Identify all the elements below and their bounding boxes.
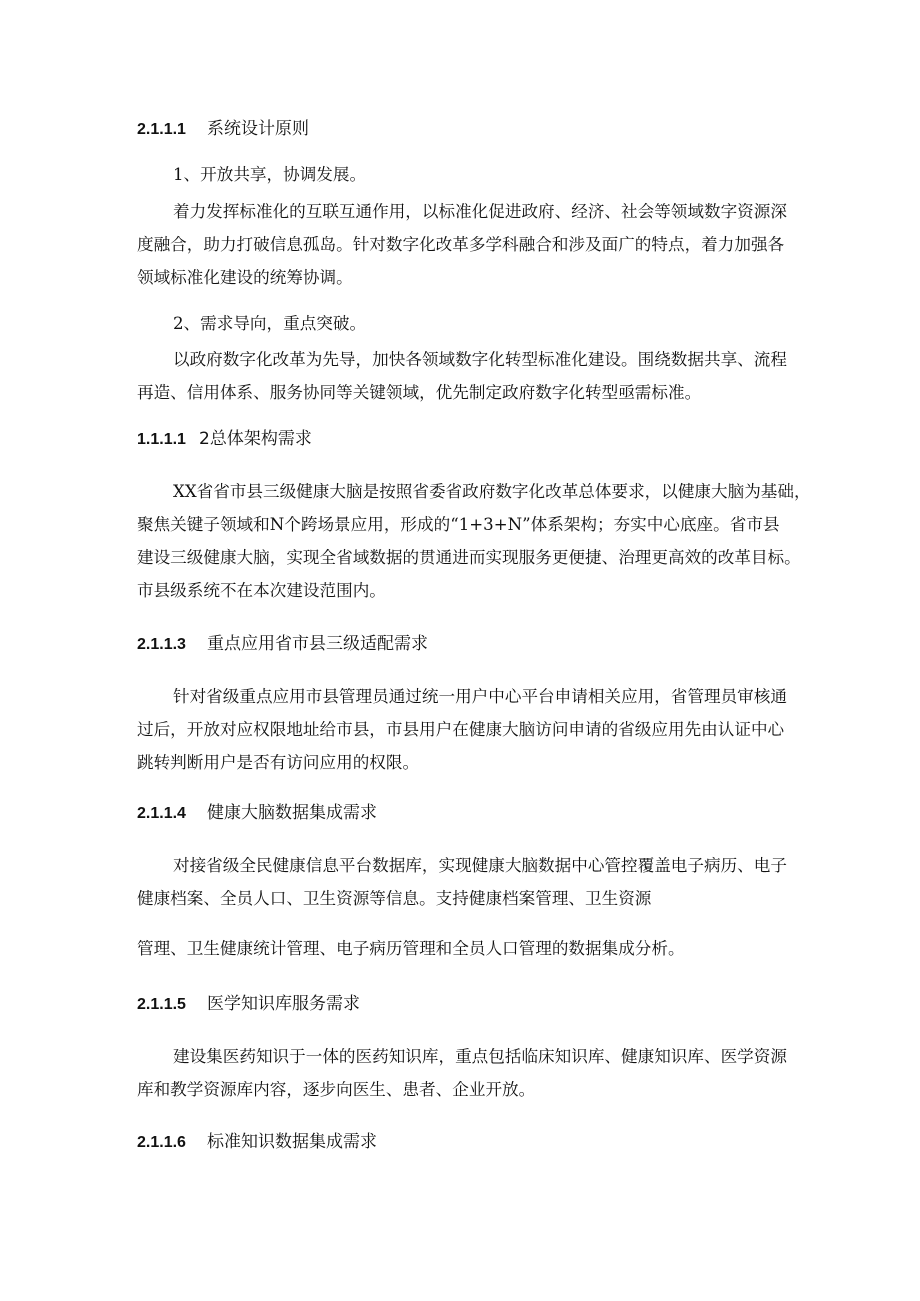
section-heading xyxy=(137,118,309,141)
text-line: 聚焦关键子领域和N个跨场景应用，形成的“1+3+N”体系架构；夯实中心底座。省市县 xyxy=(137,515,780,534)
text-line: 市县级系统不在本次建设范围内。 xyxy=(137,581,386,600)
text-line: XX省省市县三级健康大脑是按照省委省政府数字化改革总体要求，以健康大脑为基础， xyxy=(173,482,811,501)
text-line: 着力发挥标准化的互联互通作用，以标准化促进政府、经济、社会等领域数字资源深 xyxy=(173,202,787,221)
section-number: 2.1.1.4 xyxy=(137,805,186,822)
section-number: 2.1.1.5 xyxy=(137,996,186,1013)
paragraph xyxy=(137,343,817,409)
text-line: 再造、信用体系、服务协同等关键领域，优先制定政府数字化转型亟需标准。 xyxy=(137,383,702,402)
text-line: 健康档案、全员人口、卫生资源等信息。支持健康档案管理、卫生资源 xyxy=(137,889,652,908)
text-line: 建设集医药知识于一体的医药知识库，重点包括临床知识库、健康知识库、医学资源 xyxy=(173,1047,787,1066)
text-line: 跳转判断用户是否有访问应用的权限。 xyxy=(137,753,420,772)
text-line: 2、需求导向，重点突破。 xyxy=(173,314,367,333)
text-line: 1、开放共享，协调发展。 xyxy=(173,165,367,184)
section-title: 2总体架构需求 xyxy=(199,429,312,449)
section-title: 医学知识库服务需求 xyxy=(207,994,360,1014)
paragraph xyxy=(137,475,817,607)
text-line: 过后，开放对应权限地址给市县，市县用户在健康大脑访问申请的省级应用先由认证中心 xyxy=(137,720,785,739)
section-number: 2.1.1.1 xyxy=(137,121,186,138)
section-number: 2.1.1.3 xyxy=(137,636,186,653)
section-title: 重点应用省市县三级适配需求 xyxy=(207,634,428,654)
paragraph xyxy=(137,680,817,779)
paragraph-item xyxy=(137,158,817,191)
section-title: 健康大脑数据集成需求 xyxy=(207,803,377,823)
section-heading xyxy=(137,802,377,825)
text-line: 库和教学资源库内容，逐步向医生、患者、企业开放。 xyxy=(137,1080,536,1099)
text-line: 度融合，助力打破信息孤岛。针对数字化改革多学科融合和涉及面广的特点，着力加强各 xyxy=(137,235,785,254)
section-heading xyxy=(137,428,312,451)
section-number: 1.1.1.1 xyxy=(137,431,186,448)
section-heading xyxy=(137,633,428,656)
section-title: 系统设计原则 xyxy=(207,119,309,139)
section-title: 标准知识数据集成需求 xyxy=(207,1132,377,1152)
text-line: 以政府数字化改革为先导，加快各领域数字化转型标准化建设。围绕数据共享、流程 xyxy=(173,350,787,369)
text-line: 针对省级重点应用市县管理员通过统一用户中心平台申请相关应用，省管理员审核通 xyxy=(173,687,787,706)
text-line: 管理、卫生健康统计管理、电子病历管理和全员人口管理的数据集成分析。 xyxy=(137,939,685,958)
text-line: 建设三级健康大脑，实现全省域数据的贯通进而实现服务更便捷、治理更高效的改革目标。 xyxy=(137,548,801,567)
text-line: 领域标准化建设的统筹协调。 xyxy=(137,268,353,287)
text-line: 对接省级全民健康信息平台数据库，实现健康大脑数据中心管控覆盖电子病历、电子 xyxy=(173,856,787,875)
paragraph-item xyxy=(137,307,817,340)
paragraph xyxy=(137,195,817,294)
section-heading xyxy=(137,993,360,1016)
paragraph-continuation xyxy=(137,932,817,965)
paragraph xyxy=(137,849,817,915)
section-heading xyxy=(137,1131,377,1154)
section-number: 2.1.1.6 xyxy=(137,1134,186,1151)
paragraph xyxy=(137,1040,817,1106)
